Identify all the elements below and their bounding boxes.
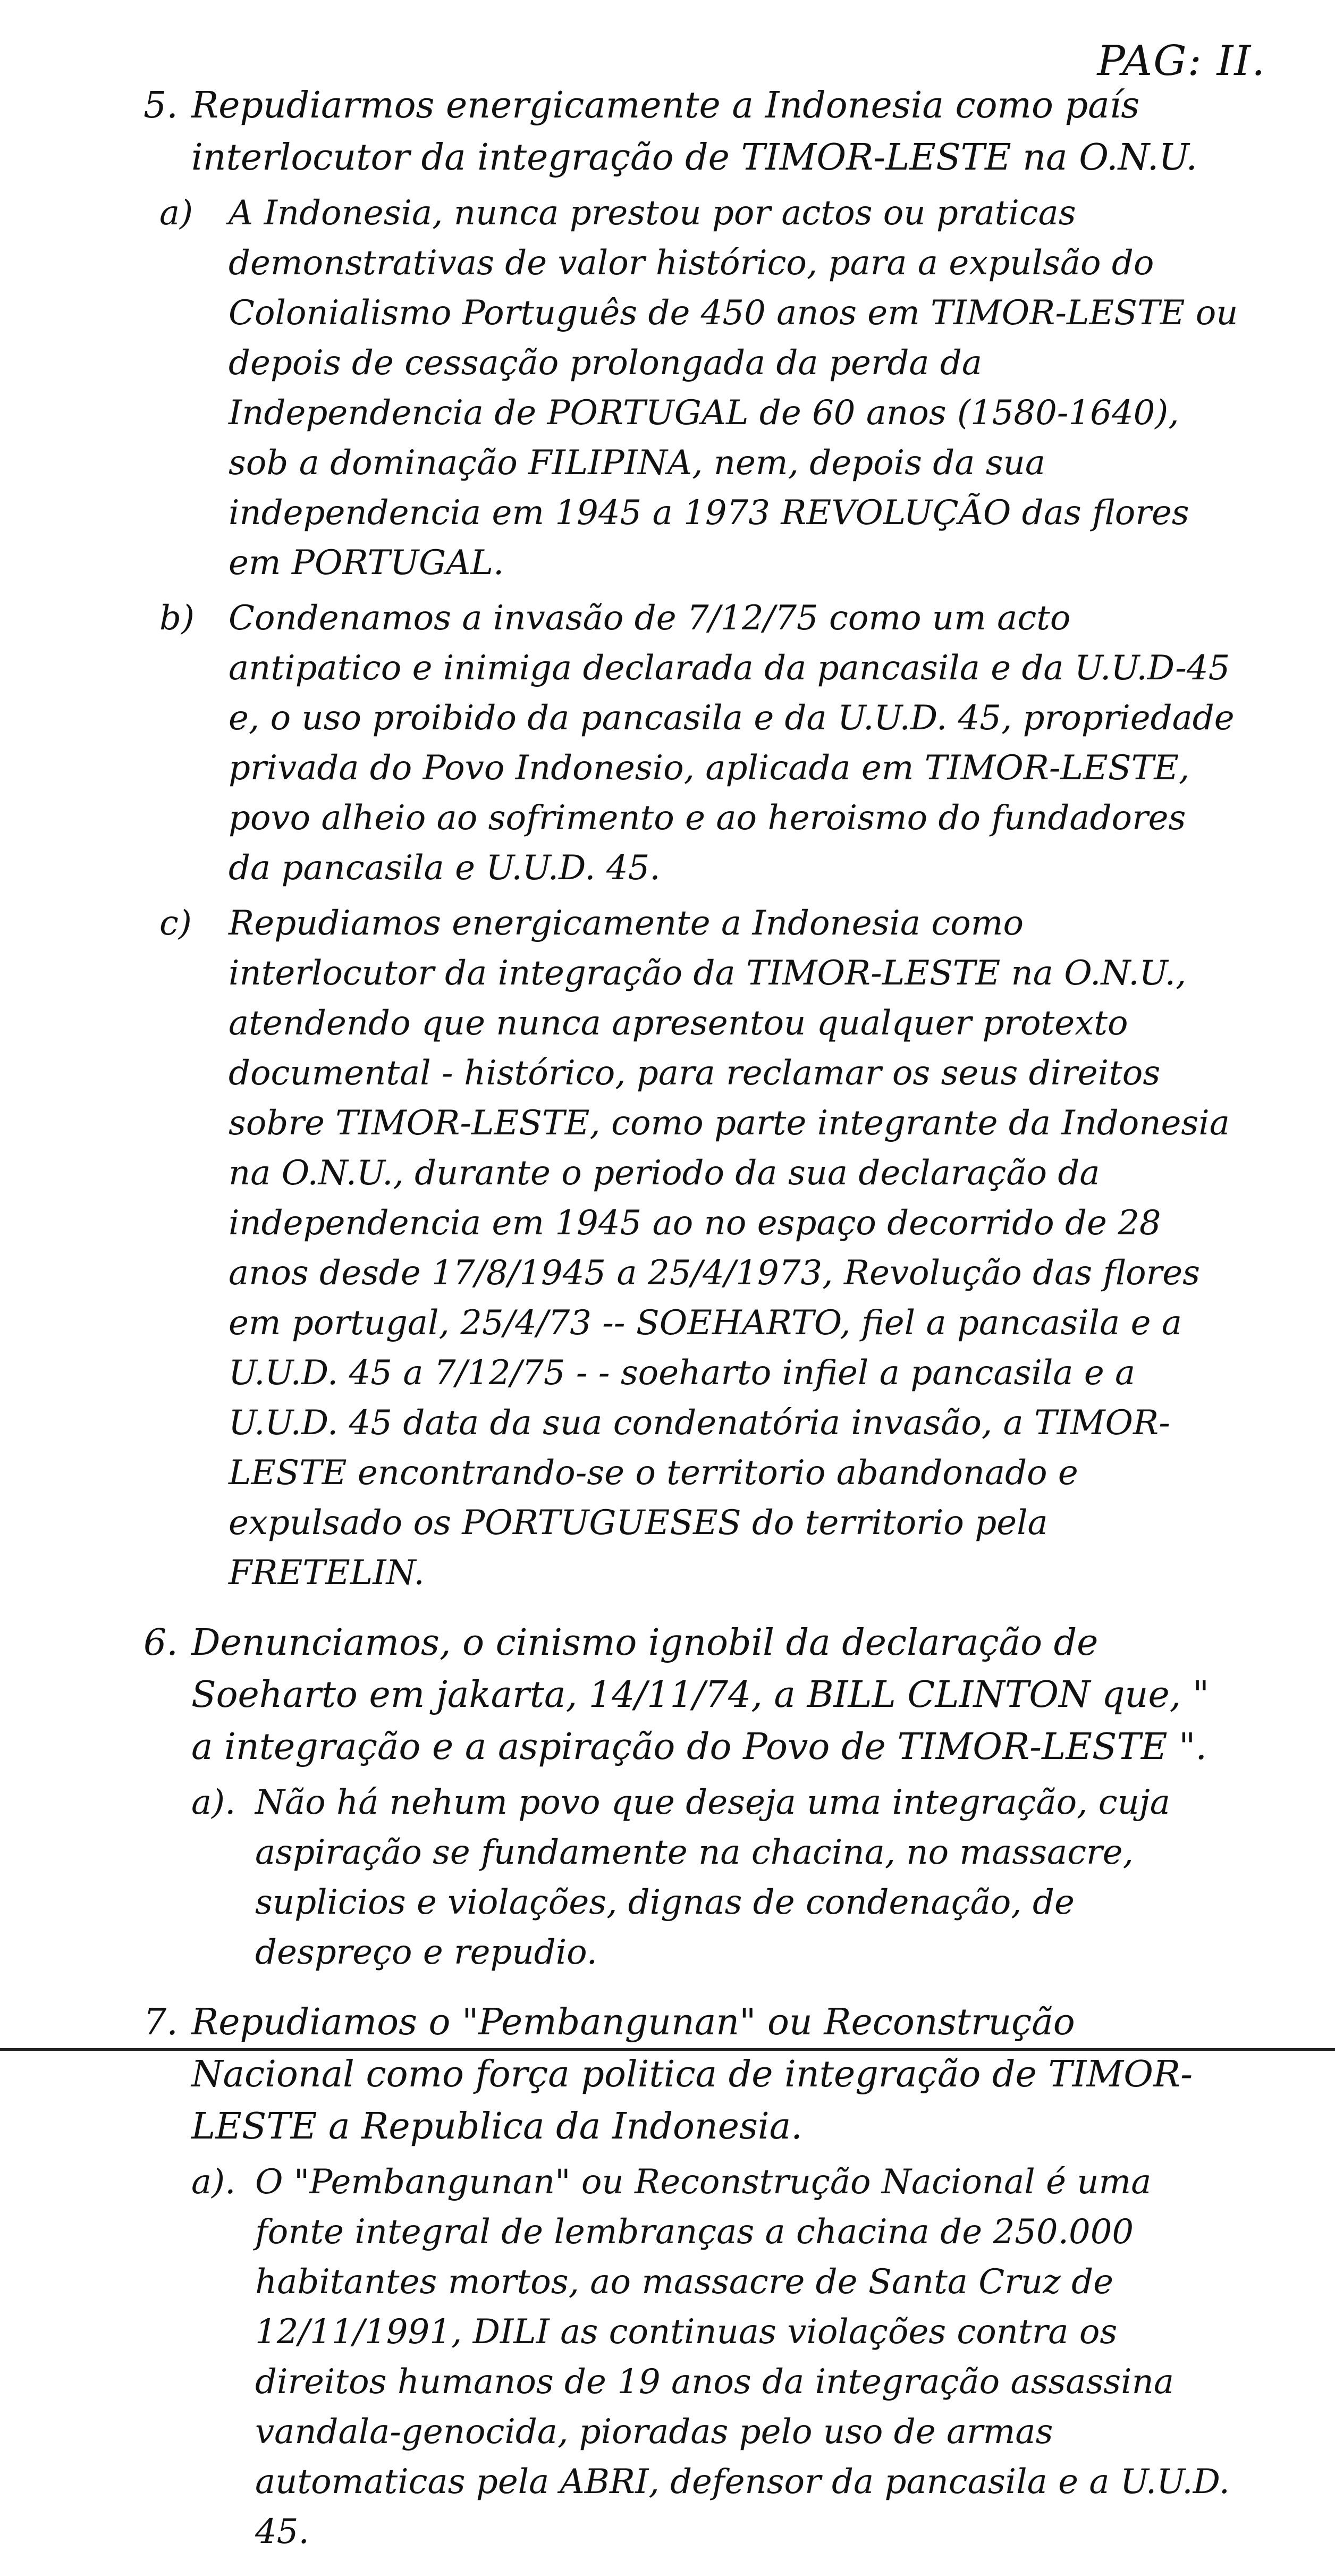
point-number: 6. <box>143 1622 178 1664</box>
point-text: Repudiamos o "Pembangunan" ou Reconstrução Nacional como força politica de integração de TIMOR-LESTE a Republica da Indonesia. <box>191 2001 1193 2148</box>
page-number: PAG: II. <box>1097 37 1266 85</box>
subpoint-label: a) <box>159 193 193 233</box>
handwritten-letter-body <box>143 80 1238 2576</box>
subpoint-5c <box>159 898 1238 1598</box>
point-5 <box>143 80 1238 1603</box>
subpoint-text: O "Pembangunan" ou Reconstrução Nacional é uma fonte integral de lembranças a chacina de 250.000 habitantes mortos, ao massacre de Santa Cruz de 12/11/1991, DILI as continuas violações contra os direitos humanos de 19 anos da integração assassina vandala-genocida, pioradas pelo uso de armas automaticas pela ABRI, defensor da pancasila e a U.U.D. 45. <box>255 2162 1230 2552</box>
subpoint-label: c) <box>159 904 192 943</box>
point-number: 7. <box>143 2001 178 2043</box>
subpoint-7a <box>191 2157 1238 2557</box>
subpoint-label: b) <box>159 599 195 638</box>
subpoint-5b <box>159 593 1238 893</box>
subpoint-label: a). <box>191 1783 236 1822</box>
page-bottom-edge <box>0 2048 1335 2051</box>
subpoint-text: Repudiamos energicamente a Indonesia como interlocutor da integração da TIMOR-LESTE na O.N.U., atendendo que nunca apresentou qualquer protexto documental - histórico, para reclamar os seus direitos sobre TIMOR-LESTE, como parte integrante da Indonesia na O.N.U., durante o periodo da sua declaração da independencia em 1945 ao no espaço decorrido de 28 anos desde 17/8/1945 a 25/4/1973, Revolução das flores em portugal, 25/4/73 -- SOEHARTO, fiel a pancasila e a U.U.D. 45 a 7/12/75 - - soeharto infiel a pancasila e a U.U.D. 45 data da sua condenatória invasão, a TIMOR-LESTE encontrando-se o territorio abandonado e expulsado os PORTUGUESES do territorio pela FRETELIN. <box>229 904 1230 1593</box>
subpoint-label: a). <box>191 2162 236 2202</box>
point-7 <box>143 1997 1238 2562</box>
subpoint-5a <box>159 188 1238 588</box>
point-6 <box>143 1617 1238 1983</box>
point-text: Repudiarmos energicamente a Indonesia como país interlocutor da integração de TIMOR-LESTE na O.N.U. <box>191 85 1198 179</box>
point-number: 5. <box>143 85 178 127</box>
subpoint-6a <box>191 1778 1238 1977</box>
subpoint-text: Não há nehum povo que deseja uma integração, cuja aspiração se fundamente na chacina, no massacre, suplicios e violações, dignas de condenação, de despreço e repudio. <box>255 1783 1170 1972</box>
subpoint-text: A Indonesia, nunca prestou por actos ou praticas demonstrativas de valor histórico, para a expulsão do Colonialismo Português de 450 anos em TIMOR-LESTE ou depois de cessação prolongada da perda da Independencia de PORTUGAL de 60 anos (1580-1640), sob a dominação FILIPINA, nem, depois da sua independencia em 1945 a 1973 REVOLUÇÃO das flores em PORTUGAL. <box>229 193 1238 583</box>
point-text: Denunciamos, o cinismo ignobil da declaração de Soeharto em jakarta, 14/11/74, a BILL CLINTON que, " a integração e a aspiração do Povo de TIMOR-LESTE ". <box>191 1622 1210 1768</box>
subpoint-text: Condenamos a invasão de 7/12/75 como um acto antipatico e inimiga declarada da pancasila e da U.U.D-45 e, o uso proibido da pancasila e da U.U.D. 45, propriedade privada do Povo Indonesio, aplicada em TIMOR-LESTE, povo alheio ao sofrimento e ao heroismo do fundadores da pancasila e U.U.D. 45. <box>229 599 1235 888</box>
